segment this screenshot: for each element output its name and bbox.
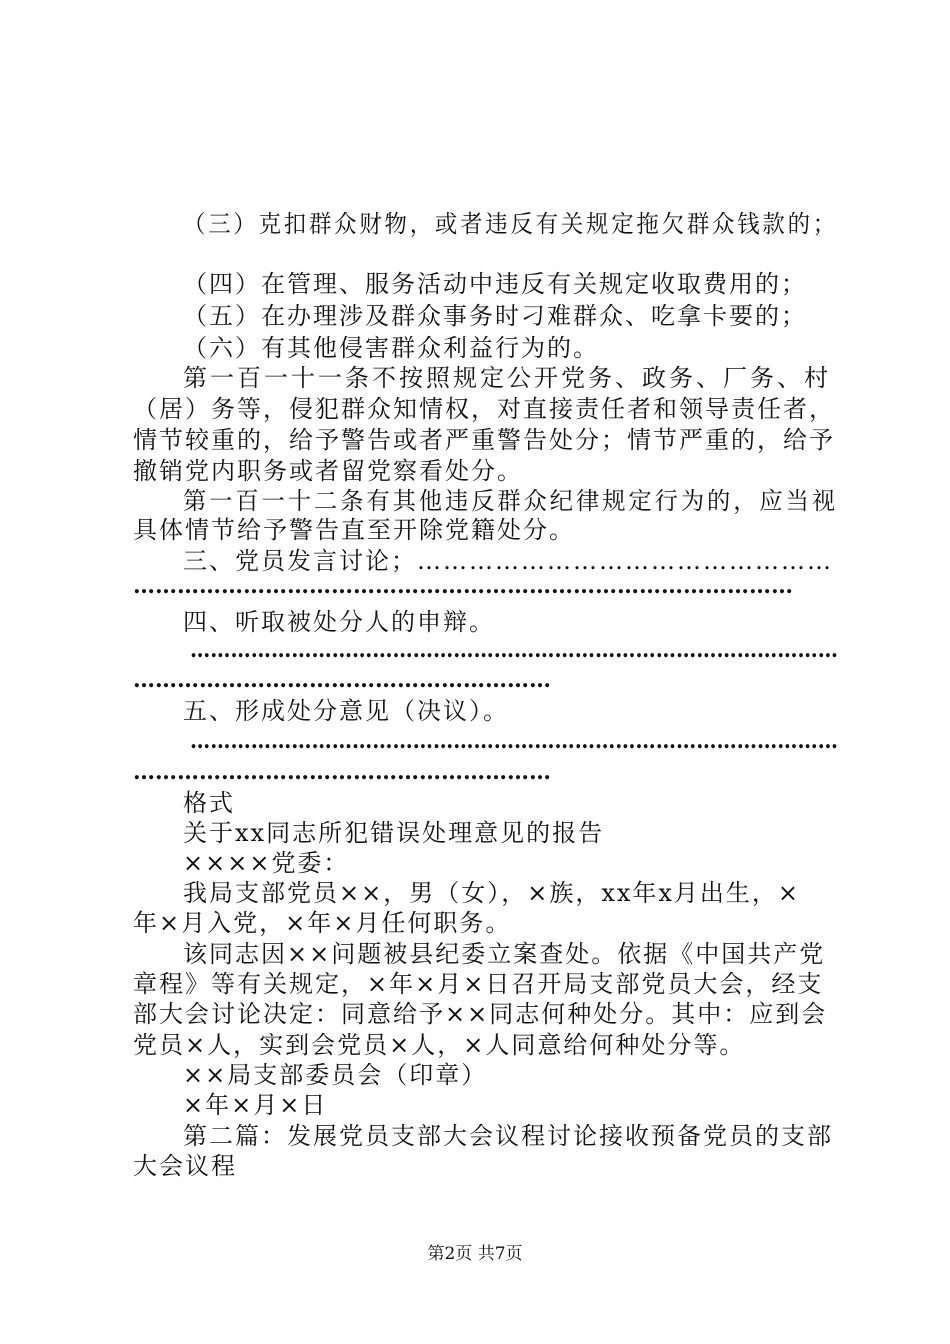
text-line: 格式 bbox=[183, 789, 235, 817]
text-line: 第二篇：发展党员支部大会议程讨论接收预备党员的支部 bbox=[183, 1122, 833, 1150]
text-line: 部大会讨论决定：同意给予××同志何种处分。其中：应到会 bbox=[133, 1000, 828, 1028]
text-line: 该同志因××问题被县纪委立案查处。依据《中国共产党 bbox=[183, 940, 826, 968]
dot-leader: …………………………………………………………………………………… bbox=[190, 637, 839, 663]
text-line: ×年×月×日 bbox=[183, 1091, 328, 1119]
dot-leader: ……………………………………………………………………………… bbox=[133, 573, 793, 599]
text-line: 第一百一十二条有其他违反群众纪律规定行为的，应当视 bbox=[183, 487, 839, 515]
text-line: 情节较重的，给予警告或者严重警告处分；情节严重的，给予 bbox=[133, 426, 835, 454]
text-line: （居）务等，侵犯群众知情权，对直接责任者和领导责任者， bbox=[133, 395, 835, 423]
text-line: （六）有其他侵害群众利益行为的。 bbox=[183, 334, 599, 362]
text-line: ××××党委： bbox=[183, 849, 350, 877]
text-line: 年×月入党，×年×月任何职务。 bbox=[133, 909, 512, 937]
text-line: ××局支部委员会（印章） bbox=[183, 1061, 488, 1089]
section-heading: 四、听取被处分人的申辩。 bbox=[183, 608, 495, 636]
page-number: 第2页 共7页 bbox=[427, 1244, 523, 1264]
report-title: 关于xx同志所犯错误处理意见的报告 bbox=[183, 819, 605, 847]
text-line: 第一百一十一条不按照规定公开党务、政务、厂务、村 bbox=[183, 364, 831, 392]
text-line: 章程》等有关规定，×年×月×日召开局支部党员大会，经支 bbox=[133, 970, 824, 998]
text-line: （四）在管理、服务活动中违反有关规定收取费用的； bbox=[183, 270, 807, 298]
dot-leader: …………………………………………………………………………………… bbox=[190, 728, 839, 754]
text-line: 撤销党内职务或者留党察看处分。 bbox=[133, 457, 523, 485]
text-line: 大会议程 bbox=[133, 1152, 237, 1180]
text-line: 我局支部党员××，男（女），×族，xx年x月出生，× bbox=[183, 879, 801, 907]
text-line: 党员×人，实到会党员×人，×人同意给何种处分等。 bbox=[133, 1031, 746, 1059]
text-line: （五）在办理涉及群众事务时刁难群众、吃拿卡要的； bbox=[183, 302, 807, 330]
dot-leader: ………………………………………………… bbox=[133, 667, 551, 693]
section-heading: 五、形成处分意见（决议）。 bbox=[183, 697, 509, 725]
section-heading: 三、党员发言讨论；………………………………………… bbox=[183, 547, 833, 575]
dot-leader: ………………………………………………… bbox=[133, 759, 551, 785]
text-line: 具体情节给予警告直至开除党籍处分。 bbox=[133, 516, 575, 544]
text-line: （三）克扣群众财物，或者违反有关规定拖欠群众钱款的； bbox=[183, 210, 838, 238]
